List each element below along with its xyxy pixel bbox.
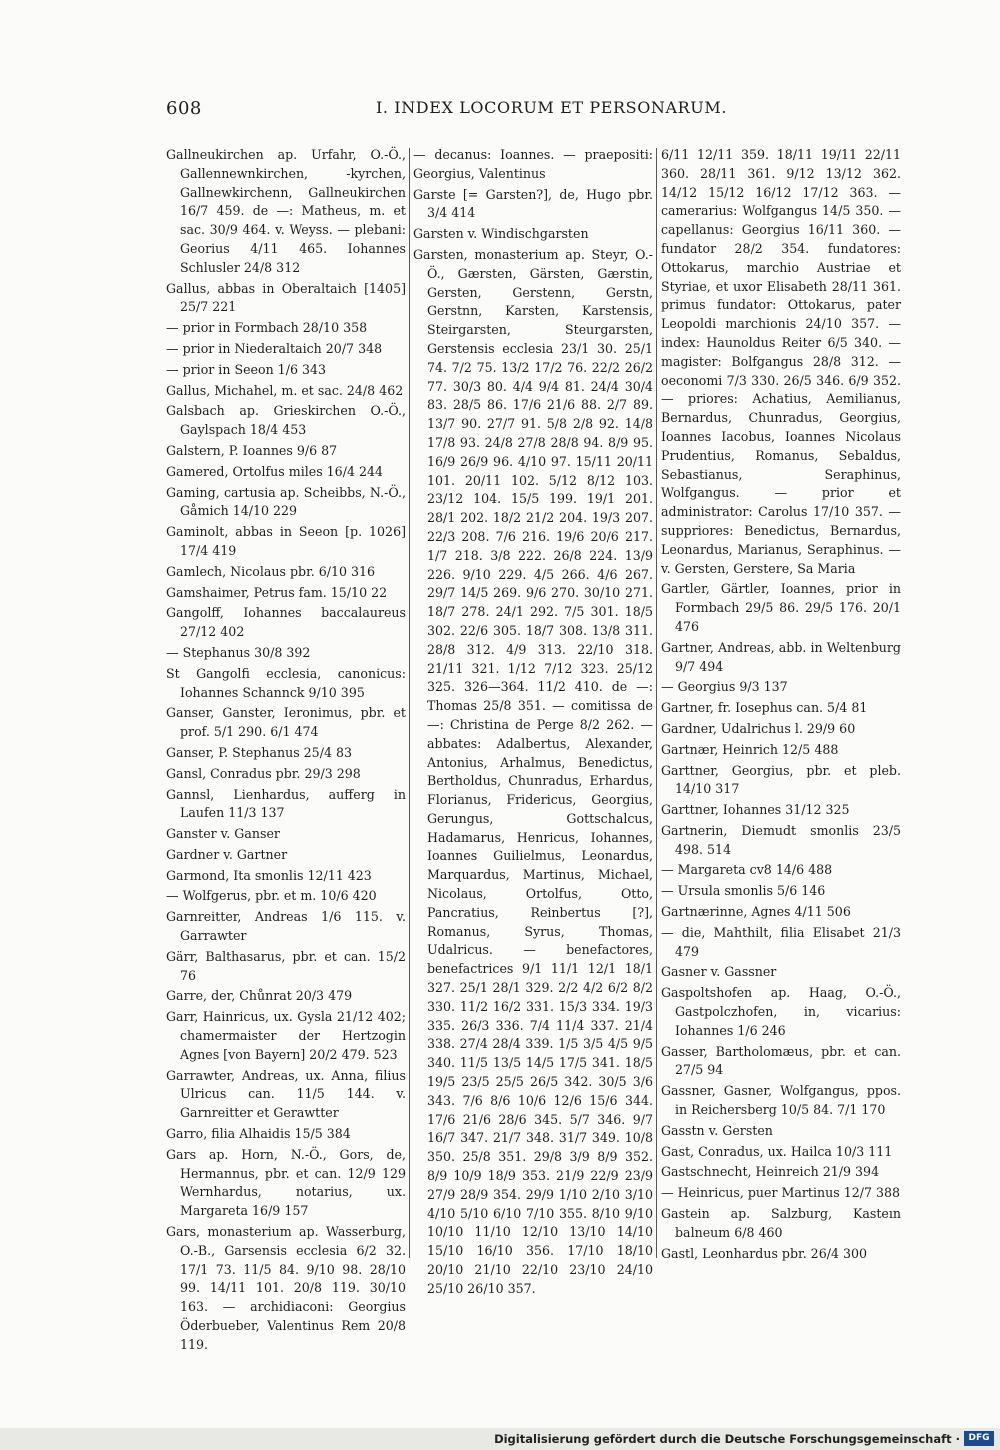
index-entry: — prior in Niederaltaich 20/7 348 xyxy=(166,340,383,356)
running-title: I. INDEX LOCORUM ET PERSONARUM. xyxy=(376,98,728,117)
index-entry: Gaminolt, abbas in Seeon [p. 1026] 17/4 419 xyxy=(166,524,406,558)
index-column-2 xyxy=(413,146,653,1301)
index-entry: Gamered, Ortolfus miles 16/4 244 xyxy=(166,463,383,479)
page-number: 608 xyxy=(166,98,202,119)
index-entry: Gartner, fr. Iosephus can. 5/4 81 xyxy=(661,700,868,716)
index-entry: Garre, der, Chůnrat 20/3 479 xyxy=(166,988,353,1004)
index-entry: Gartnerin, Diemudt smonlis 23/5 498. 514 xyxy=(661,822,901,857)
index-entry: Ganser, P. Stephanus 25/4 83 xyxy=(166,744,352,760)
index-column-1 xyxy=(166,146,406,1357)
index-entry: Gallus, Michahel, m. et sac. 24/8 462 xyxy=(166,382,404,398)
index-entry: Gamshaimer, Petrus fam. 15/10 22 xyxy=(166,584,388,600)
index-entry: Gartnær, Heinrich 12/5 488 xyxy=(661,741,839,757)
index-entry: Gast, Conradus, ux. Hailca 10/3 111 xyxy=(661,1143,893,1159)
index-entry: — Margareta cv8 14/6 488 xyxy=(661,862,833,878)
index-entry: Gasner v. Gassner xyxy=(661,964,777,980)
index-entry: Ganster v. Ganser xyxy=(166,826,280,842)
index-entry: Gallneukirchen ap. Urfahr, O.-Ö., Gallennewnkirchen, -kyrchen, Gallnewkirchenn, Gallneukirchen 16/7 459. de —: Matheus, m. et sac. 30/9 464. v. Weyss. — plebani: Georius 4/11 465. Iohannes Schlusler 24/8 312 xyxy=(166,147,406,275)
column-divider xyxy=(656,148,657,1258)
index-entry: Gartler, Gärtler, Ioannes, prior in Formbach 29/5 86. 29/5 176. 20/1 476 xyxy=(661,581,901,634)
index-entry: Garttner, Georgius, pbr. et pleb. 14/10 317 xyxy=(661,762,901,797)
index-entry: Gastl, Leonhardus pbr. 26/4 300 xyxy=(661,1245,868,1261)
index-entry: Gasstn v. Gersten xyxy=(661,1122,773,1138)
index-entry: — Stephanus 30/8 392 xyxy=(166,644,311,660)
dfg-logo: DFG xyxy=(964,1431,994,1446)
index-entry: — Wolfgerus, pbr. et m. 10/6 420 xyxy=(166,888,377,904)
index-entry: Gannsl, Lienhardus, aufferg in Laufen 11/3 137 xyxy=(166,786,406,821)
index-entry: — Heinricus, puer Martinus 12/7 388 xyxy=(661,1185,901,1201)
index-entry: Gaspoltshofen ap. Haag, O.-Ö., Gastpolczhofen, in, vicarius: Iohannes 1/6 246 xyxy=(661,985,901,1038)
index-entry: Gartner, Andreas, abb. in Weltenburg 9/7 494 xyxy=(661,639,901,674)
index-entry: Garnreitter, Andreas 1/6 115. v. Garrawter xyxy=(166,909,406,944)
index-entry: Gartnærinne, Agnes 4/11 506 xyxy=(661,904,851,920)
index-entry: Gars ap. Horn, N.-Ö., Gors, de, Hermannus, pbr. et can. 12/9 129 Wernhardus, notarius, ux. Margareta 16/9 157 xyxy=(166,1146,406,1219)
index-entry: Gaming, cartusia ap. Scheibbs, N.-Ö., Gåmich 14/10 229 xyxy=(166,484,406,519)
digitization-footer xyxy=(0,1428,1000,1450)
index-entry: Gardner, Udalrichus l. 29/9 60 xyxy=(661,720,856,736)
index-entry: Garrawter, Andreas, ux. Anna, filius Ulricus can. 11/5 144. v. Garnreitter et Gerawtter xyxy=(166,1067,406,1121)
index-entry: Gärr, Balthasarus, pbr. et can. 15/2 76 xyxy=(166,948,406,983)
index-entry: St Gangolfi ecclesia, canonicus: Iohannes Schannck 9/10 395 xyxy=(166,665,406,700)
index-entry: Garro, filia Alhaidis 15/5 384 xyxy=(166,1126,351,1142)
index-entry: — Georgius 9/3 137 xyxy=(661,679,788,695)
index-entry: Ganser, Ganster, Ieronimus, pbr. et prof. 5/1 290. 6/1 474 xyxy=(166,705,406,740)
index-entry: Gastschnecht, Heinreich 21/9 394 xyxy=(661,1164,880,1180)
index-entry: Gamlech, Nicolaus pbr. 6/10 316 xyxy=(166,563,376,579)
index-entry: — decanus: Ioannes. — praepositi: Georgius, Valentinus xyxy=(413,147,653,181)
index-entry: — Ursula smonlis 5/6 146 xyxy=(661,883,826,899)
index-entry: Galsbach ap. Grieskirchen O.-Ö., Gaylspach 18/4 453 xyxy=(166,403,406,438)
index-entry: Gangolff, Iohannes baccalaureus 27/12 402 xyxy=(166,605,406,640)
index-entry: 6/11 12/11 359. 18/11 19/11 22/11 360. 28/11 361. 9/12 13/12 362. 14/12 15/12 16/12 17/12 363. — camerarius: Wolfgangus 14/5 350. — capellanus: Georgius 16/11 360. — fundator 28/2 354. fundatores: Ottokarus, marchio Austriae et Styriae, et uxor Elisabeth 28/11 361. primus fundator: Ottokarus, pater Leopoldi marchionis 24/10 357. — index: Haunoldus Reiter 6/5 340. — magister: Bolfgangus 28/8 312. — oeconomi 7/3 330. 26/5 346. 6/9 352. — priores: Achatius, Aemilianus, Bernardus, Chunradus, Georgius, Ioannes Iacobus, Ioannes Nicolaus Prudentius, Romanus, Sebaldus, Sebastianus, Seraphinus, Wolfgangus. — prior et administrator: Carolus 17/10 357. — suppriores: Benedictus, Bernardus, Leonardus, Marianus, Seraphinus. — v. Gersten, Gerstere, Sa Maria xyxy=(661,147,901,576)
index-entry: Garsten v. Windischgarsten xyxy=(413,226,589,242)
footer-credit: Digitalisierung gefördert durch die Deutsche Forschungsgemeinschaft · xyxy=(494,1432,960,1446)
index-entry: Gardner v. Gartner xyxy=(166,846,288,862)
index-entry: Garttner, Iohannes 31/12 325 xyxy=(661,802,850,818)
index-entry: Garr, Hainricus, ux. Gysla 21/12 402; chamermaister der Hertzogin Agnes [von Bayern] 20/2 479. 523 xyxy=(166,1009,406,1062)
page-header xyxy=(166,98,728,128)
index-entry: Gallus, abbas in Oberaltaich [1405] 25/7 221 xyxy=(166,280,406,315)
index-entry: Galstern, P. Ioannes 9/6 87 xyxy=(166,442,338,458)
column-divider xyxy=(409,148,410,1258)
index-column-3 xyxy=(661,146,901,1265)
index-entry: Gassner, Gasner, Wolfgangus, ppos. in Reichersberg 10/5 84. 7/1 170 xyxy=(661,1083,901,1118)
index-entry: — prior in Seeon 1/6 343 xyxy=(166,361,326,377)
index-entry: — die, Mahthilt, filia Elisabet 21/3 479 xyxy=(661,924,901,959)
index-entry: Gansl, Conradus pbr. 29/3 298 xyxy=(166,765,361,781)
index-entry: Garmond, Ita smonlis 12/11 423 xyxy=(166,867,372,883)
index-entry: Gasser, Bartholomæus, pbr. et can. 27/5 94 xyxy=(661,1043,901,1078)
index-entry: Gars, monasterium ap. Wasserburg, O.-B., Garsensis ecclesia 6/2 32. 17/1 73. 11/5 84. 9/10 98. 28/10 99. 14/11 101. 20/8 119. 30/10 163. — archidiaconi: Georgius Öderbueber, Valentinus Rem 20/8 119. xyxy=(166,1224,406,1352)
index-entry: — prior in Formbach 28/10 358 xyxy=(166,320,368,336)
index-entry: Garsten, monasterium ap. Steyr, O.-Ö., Gærsten, Gärsten, Gærstin, Gersten, Gerstenn, Gerstn, Gerstnn, Karsten, Karstensis, Steirgarsten, Steurgarsten, Gerstensis ecclesia 23/1 30. 25/1 74. 7/2 75. 13/2 17/2 76. 22/2 26/2 77. 30/3 80. 4/4 9/4 81. 24/4 30/4 83. 28/5 86. 17/6 21/6 88. 2/7 89. 13/7 90. 27/7 91. 5/8 2/8 92. 14/8 17/8 93. 24/8 27/8 28/8 94. 8/9 95. 16/9 26/9 96. 4/10 97. 15/11 20/11 101. 20/11 102. 5/12 8/12 103. 23/12 104. 15/5 199. 19/1 201. 28/1 202. 18/2 21/2 204. 19/3 207. 22/3 208. 7/6 216. 19/6 20/6 217. 1/7 218. 3/8 222. 26/8 224. 13/9 226. 9/10 229. 4/5 266. 4/6 267. 29/7 14/5 269. 9/6 270. 30/10 271. 18/7 278. 24/1 292. 7/5 301. 18/5 302. 22/6 305. 18/7 308. 13/8 311. 28/8 312. 4/9 313. 22/10 318. 21/11 321. 1/12 7/12 323. 25/12 325. 326—364. 11/2 410. de —: Thomas 25/8 351. — comitissa de —: Christina de Perge 8/2 262. — abbates: Adalbertus, Alexander, Antonius, Arhalmus, Benedictus, Bertholdus, Chunradus, Erhardus, Florianus, Fridericus, Georgius, Gerungus, Gottschalcus, Hadamarus, Henricus, Iohannes, Ioannes Guilielmus, Leonardus, Marquardus, Martinus, Michael, Nicolaus, Ortolfus, Otto, Pancratius, Reinbertus [?], Romanus, Syrus, Thomas, Udalricus. — benefactores, benefactrices 9/1 11/1 12/1 18/1 327. 25/1 28/1 329. 2/2 4/2 6/2 8/2 330. 11/2 16/2 331. 15/3 334. 19/3 335. 26/3 336. 7/4 11/4 337. 21/4 338. 27/4 28/4 339. 1/5 3/5 4/5 9/5 340. 11/5 13/5 14/5 17/5 341. 18/5 19/5 23/5 25/5 26/5 342. 30/5 3/6 343. 7/6 8/6 10/6 12/6 15/6 344. 17/6 21/6 28/6 345. 5/7 346. 9/7 16/7 347. 21/7 348. 31/7 349. 10/8 350. 25/8 351. 29/8 3/9 8/9 352. 8/9 10/9 18/9 353. 21/9 22/9 23/9 27/9 28/9 354. 29/9 1/10 2/10 3/10 4/10 5/10 6/10 7/10 355. 8/10 9/10 10/10 11/10 12/10 13/10 14/10 15/10 16/10 356. 17/10 18/10 20/10 21/10 22/10 23/10 24/10 25/10 26/10 357. xyxy=(413,246,653,1296)
index-entry: Garste [= Garsten?], de, Hugo pbr. 3/4 414 xyxy=(413,186,653,221)
index-entry: Gastein ap. Salzburg, Kasteın balneum 6/8 460 xyxy=(661,1206,901,1240)
